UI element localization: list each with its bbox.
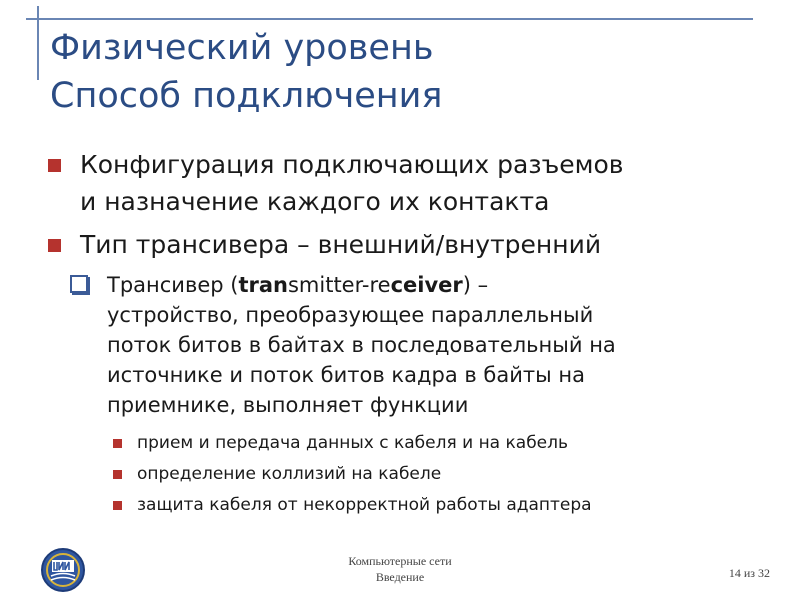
definition-line-2: устройство, преобразующее параллельный (107, 303, 594, 327)
definition-bold-tran: tran (238, 273, 288, 297)
definition-suffix: ) – (462, 273, 489, 297)
definition-mid: smitter-re (287, 273, 391, 297)
footer-section: Введение (375, 570, 425, 584)
small-square-bullet-icon (113, 470, 122, 479)
bullet-text (80, 146, 770, 220)
title-line-1: Физический уровень (50, 28, 434, 68)
university-logo-icon (40, 547, 86, 593)
definition-line-5: приемнике, выполняет функции (107, 393, 469, 417)
page-number: 14 из 32 (728, 566, 770, 580)
checkbox-bullet-icon (70, 275, 88, 293)
bullet-line: и назначение каждого их контакта (80, 187, 550, 216)
frame-horizontal-line (26, 18, 753, 20)
function-text: защита кабеля от некорректной работы адаптера (137, 495, 592, 515)
bullet-text: Тип трансивера – внешний/внутренний (80, 230, 602, 259)
sub-bullet-text (107, 270, 772, 420)
bullet-line: Конфигурация подключающих разъемов (80, 150, 624, 179)
small-square-bullet-icon (113, 439, 122, 448)
title-line-2: Способ подключения (50, 76, 443, 116)
small-square-bullet-icon (113, 501, 122, 510)
definition-line-1 (107, 270, 772, 300)
footer-course-info (300, 553, 500, 585)
definition-line-4: источнике и поток битов кадра в байты на (107, 363, 585, 387)
definition-line-3: поток битов в байтах в последовательный на (107, 333, 616, 357)
page-title (50, 24, 770, 120)
square-bullet-icon (48, 239, 61, 252)
definition-bold-ceiver: ceiver (390, 273, 463, 297)
square-bullet-icon (48, 159, 61, 172)
footer-course: Компьютерные сети (348, 554, 452, 568)
function-text: определение коллизий на кабеле (137, 464, 442, 484)
function-text: прием и передача данных с кабеля и на кабель (137, 433, 569, 453)
definition-prefix: Трансивер ( (107, 273, 239, 297)
